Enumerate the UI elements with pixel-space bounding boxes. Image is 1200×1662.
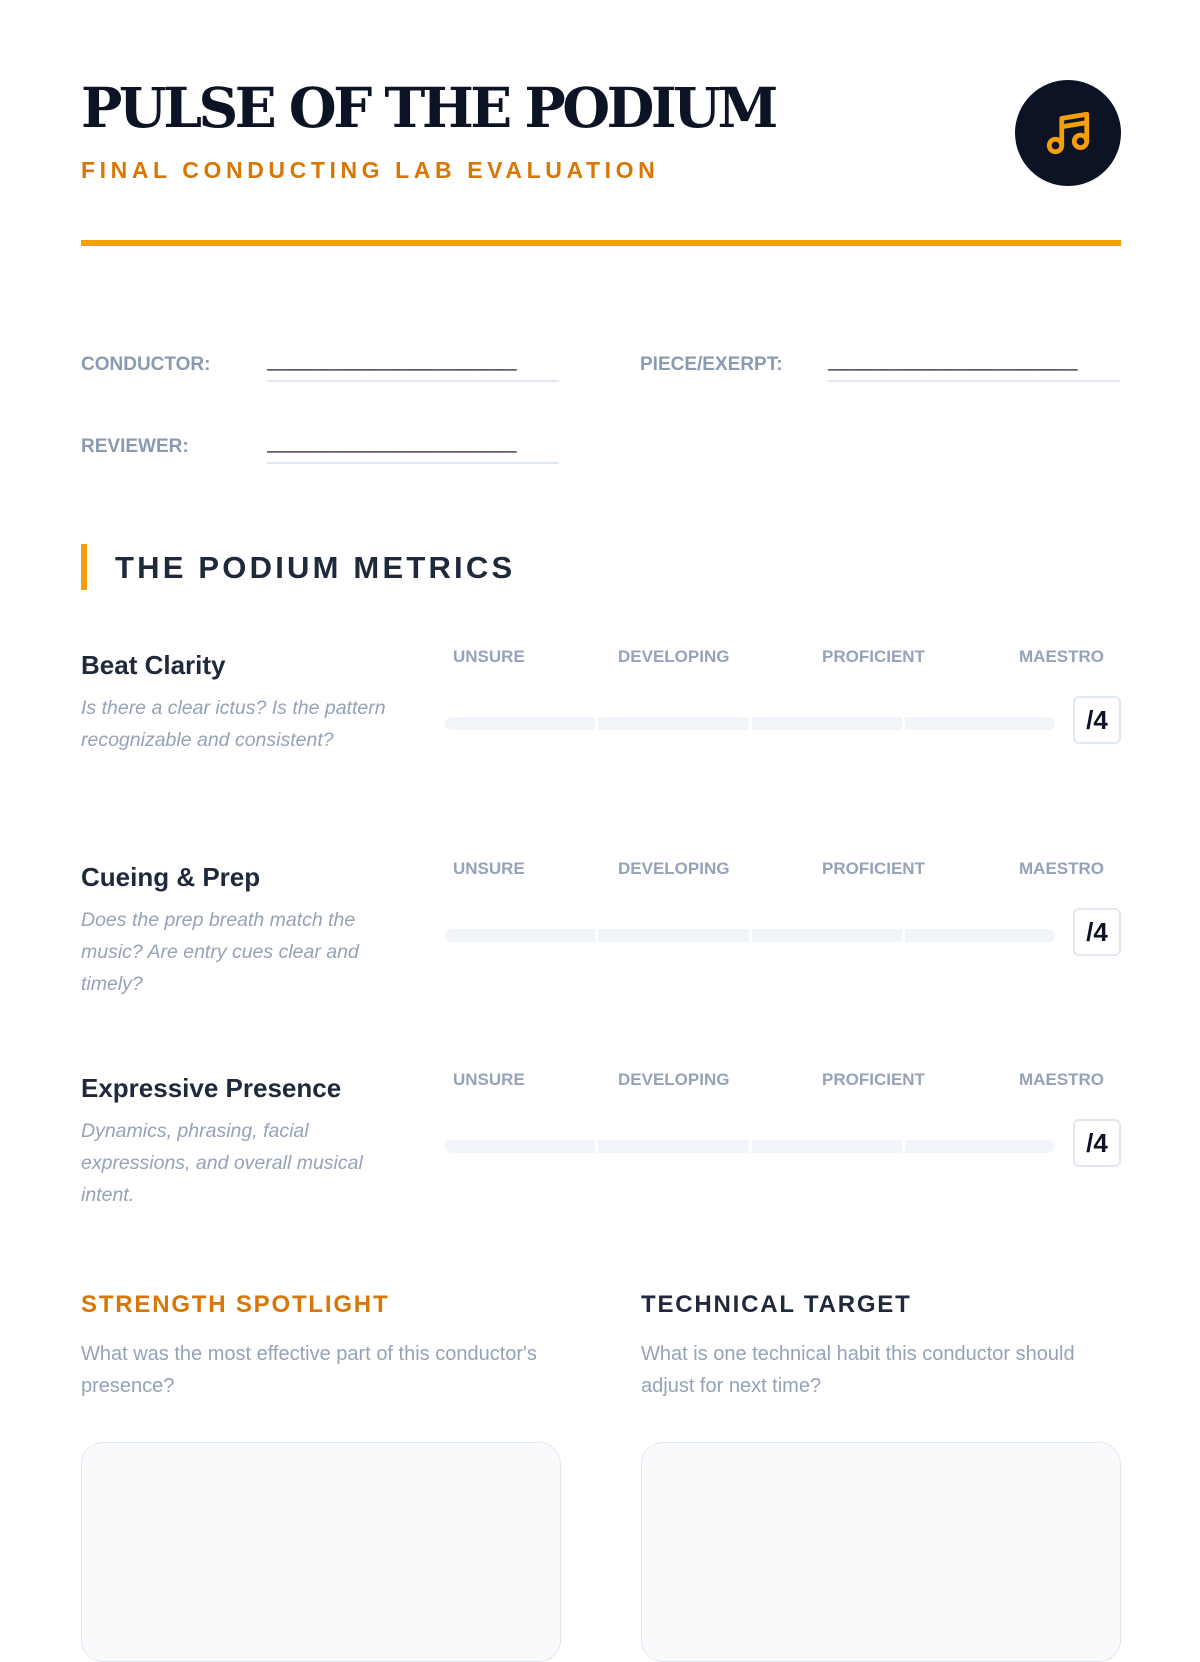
metric-description: Is there a clear ictus? Is the pattern recognizable and consistent? [81,697,386,751]
header [81,0,1121,246]
rating-segment-developing[interactable] [598,717,748,730]
scale-label-proficient: PROFICIENT [822,1070,925,1089]
scale-label-maestro: MAESTRO [1019,859,1104,878]
rating-segment-developing[interactable] [598,1140,748,1153]
piece-field [640,344,1121,394]
scale-label-proficient: PROFICIENT [822,859,925,878]
piece-label: PIECE/EXERPT: [640,354,783,375]
header-divider [81,240,1121,246]
scale-label-maestro: MAESTRO [1019,1070,1104,1089]
metric-name: Expressive Presence [81,1073,342,1103]
logo-badge [1015,80,1121,186]
rating-segment-maestro[interactable] [905,717,1055,730]
scale-labels [445,647,1121,671]
piece-input[interactable]: ________________________ [828,346,1120,382]
reviewer-label: REVIEWER: [81,436,189,457]
scale-label-unsure: UNSURE [453,647,525,666]
rating-segment-proficient[interactable] [752,929,902,942]
metric-row [81,1070,1121,1223]
strength-spotlight-textarea[interactable] [81,1442,561,1662]
scale-label-unsure: UNSURE [453,1070,525,1089]
rating-segment-unsure[interactable] [445,717,595,730]
scale-labels [445,1070,1121,1094]
scale-label-unsure: UNSURE [453,859,525,878]
scale-label-maestro: MAESTRO [1019,647,1104,666]
rating-segment-proficient[interactable] [752,1140,902,1153]
rating-segment-maestro[interactable] [905,929,1055,942]
scale-label-proficient: PROFICIENT [822,647,925,666]
rating-segment-maestro[interactable] [905,1140,1055,1153]
rating-scale[interactable] [445,929,1055,942]
page-subtitle: FINAL CONDUCTING LAB EVALUATION [81,157,660,183]
scale-labels [445,859,1121,883]
evaluation-form [81,0,1121,1397]
reviewer-field [81,426,561,476]
scale-label-developing: DEVELOPING [618,859,730,878]
technical-target-prompt: What is one technical habit this conductor should adjust for next time? [641,1343,1075,1397]
strength-spotlight-prompt: What was the most effective part of this conductor's presence? [81,1343,537,1397]
conductor-label: CONDUCTOR: [81,354,211,375]
metric-name: Cueing & Prep [81,862,261,892]
technical-target-textarea[interactable] [641,1442,1121,1662]
metric-description: Does the prep breath match the music? Are entry cues clear and timely? [81,909,359,995]
scale-label-developing: DEVELOPING [618,647,730,666]
score-box[interactable]: /4 [1073,908,1121,956]
rating-segment-proficient[interactable] [752,717,902,730]
metric-row [81,647,1121,800]
score-box[interactable]: /4 [1073,696,1121,744]
metric-name: Beat Clarity [81,650,226,680]
strength-spotlight-title: STRENGTH SPOTLIGHT [81,1291,390,1318]
rating-segment-unsure[interactable] [445,1140,595,1153]
rating-scale[interactable] [445,1140,1055,1153]
music-note-icon [1043,108,1093,158]
conductor-field [81,344,561,394]
technical-target-title: TECHNICAL TARGET [641,1291,912,1318]
score-box[interactable]: /4 [1073,1119,1121,1167]
scale-label-developing: DEVELOPING [618,1070,730,1089]
rating-segment-developing[interactable] [598,929,748,942]
reviewer-input[interactable]: ________________________ [267,428,559,464]
rating-scale[interactable] [445,717,1055,730]
rating-segment-unsure[interactable] [445,929,595,942]
section-title: THE PODIUM METRICS [115,550,516,585]
metric-row [81,859,1121,1012]
page-title: PULSE OF THE PODIUM [81,75,775,140]
section-accent-bar [81,544,87,590]
metric-description: Dynamics, phrasing, facial expressions, and overall musical intent. [81,1120,363,1206]
conductor-input[interactable]: ________________________ [267,346,559,382]
